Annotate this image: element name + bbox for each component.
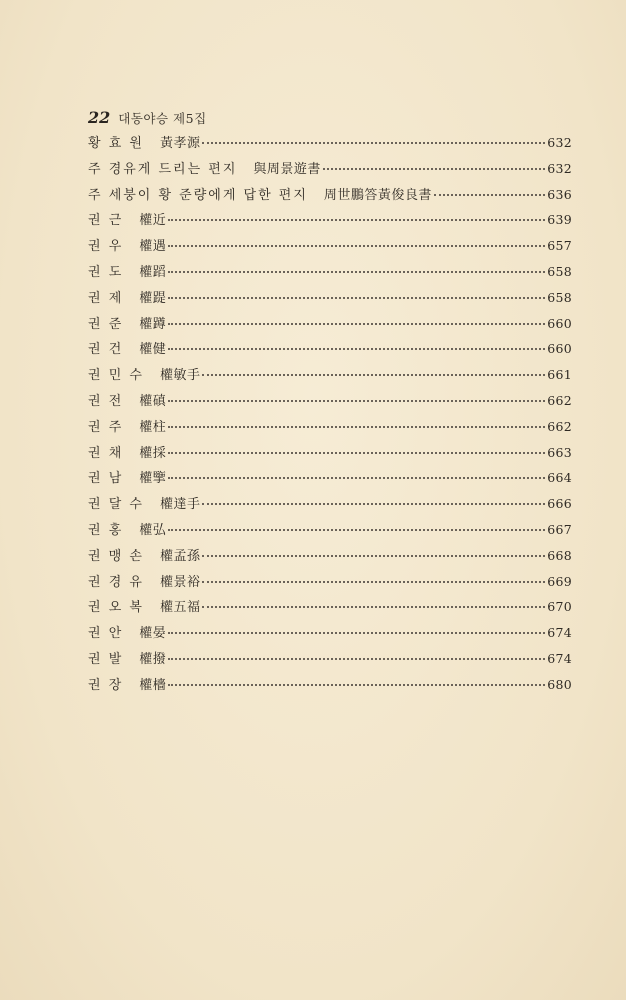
entry-korean-title: 권 안 (88, 626, 124, 642)
dot-leader (168, 338, 545, 350)
toc-entry (88, 571, 572, 597)
entry-korean-title: 주 경유게 드리는 편지 (88, 161, 238, 177)
entry-hanja-title: 權採 (139, 445, 167, 461)
entry-hanja-title: 權擥 (139, 471, 167, 487)
toc-entry (88, 235, 572, 261)
toc-entry (88, 313, 572, 339)
entry-hanja-title: 權景裕 (159, 574, 201, 590)
entry-hanja-title: 權五福 (159, 600, 201, 616)
entry-hanja-title: 權柱 (139, 419, 167, 435)
entry-korean-title: 권 도 (88, 264, 124, 280)
entry-hanja-title: 權弘 (139, 522, 167, 538)
toc-entry (88, 596, 572, 622)
toc-entry (88, 364, 572, 390)
dot-leader (202, 571, 545, 583)
entry-hanja-title: 周世鵬答黃俊良書 (323, 187, 432, 203)
entry-hanja-title: 與周景遊書 (253, 161, 321, 177)
dot-leader (168, 519, 545, 531)
dot-leader (202, 596, 545, 608)
page-header (88, 108, 207, 127)
entry-korean-title: 권 맹 손 (88, 548, 144, 564)
entry-hanja-title: 權蹲 (139, 316, 167, 332)
entry-page-number: 667 (547, 521, 572, 537)
entry-page-number: 662 (547, 392, 572, 408)
entry-korean-title: 권 민 수 (88, 368, 144, 384)
toc-entry (88, 287, 572, 313)
entry-korean-title: 권 준 (88, 316, 124, 332)
entry-page-number: 664 (547, 470, 572, 486)
table-of-contents (88, 132, 572, 700)
dot-leader (168, 209, 545, 221)
toc-entry (88, 158, 572, 184)
entry-hanja-title: 黃孝源 (159, 136, 201, 151)
entry-page-number: 680 (547, 676, 572, 692)
entry-korean-title: 권 오 복 (88, 600, 144, 616)
toc-entry (88, 338, 572, 364)
toc-entry (88, 519, 572, 545)
page-number: 22 (88, 108, 111, 127)
entry-hanja-title: 權達手 (159, 497, 201, 513)
entry-hanja-title: 權敏手 (159, 368, 201, 384)
dot-leader (168, 648, 545, 660)
entry-hanja-title: 權近 (139, 213, 167, 229)
entry-korean-title: 권 우 (88, 239, 124, 255)
entry-korean-title: 권 채 (88, 445, 124, 461)
toc-entry (88, 648, 572, 674)
entry-page-number: 660 (547, 341, 572, 357)
entry-korean-title: 권 주 (88, 419, 124, 435)
entry-hanja-title: 權踶 (139, 290, 167, 306)
entry-korean-title: 주 세붕이 황 준량에게 답한 편지 (88, 187, 308, 203)
dot-leader (168, 674, 545, 686)
entry-page-number: 632 (547, 135, 572, 150)
entry-page-number: 636 (547, 186, 572, 202)
entry-page-number: 661 (547, 367, 572, 383)
dot-leader (202, 493, 545, 505)
entry-korean-title: 권 남 (88, 471, 124, 487)
dot-leader (323, 158, 545, 170)
entry-hanja-title: 權蹈 (139, 264, 167, 280)
entry-page-number: 670 (547, 599, 572, 615)
entry-hanja-title: 權撥 (139, 651, 167, 667)
entry-page-number: 666 (547, 496, 572, 512)
toc-entry (88, 442, 572, 468)
toc-entry (88, 674, 572, 700)
entry-korean-title: 권 경 유 (88, 574, 144, 590)
entry-korean-title: 권 전 (88, 393, 124, 409)
toc-entry (88, 132, 572, 158)
dot-leader (168, 390, 545, 402)
entry-korean-title: 권 홍 (88, 522, 124, 538)
entry-page-number: 658 (547, 289, 572, 305)
dot-leader (168, 622, 545, 634)
entry-page-number: 632 (547, 160, 572, 176)
book-title: 대동야승 제5집 (118, 111, 207, 126)
toc-entry (88, 545, 572, 571)
entry-korean-title: 권 근 (88, 213, 124, 229)
dot-leader (168, 416, 545, 428)
dot-leader (168, 261, 545, 273)
entry-page-number: 674 (547, 650, 572, 666)
dot-leader (202, 364, 545, 376)
dot-leader (434, 184, 545, 196)
dot-leader (168, 442, 545, 454)
entry-hanja-title: 權晏 (139, 626, 167, 642)
entry-page-number: 668 (547, 547, 572, 563)
dot-leader (168, 313, 545, 325)
entry-page-number: 660 (547, 315, 572, 331)
entry-korean-title: 권 달 수 (88, 497, 144, 513)
toc-entry (88, 390, 572, 416)
entry-page-number: 658 (547, 263, 572, 279)
entry-hanja-title: 權遇 (139, 239, 167, 255)
entry-page-number: 669 (547, 573, 572, 589)
toc-entry (88, 416, 572, 442)
entry-korean-title: 권 발 (88, 651, 124, 667)
entry-korean-title: 황 효 원 (88, 136, 144, 151)
entry-page-number: 657 (547, 238, 572, 254)
entry-page-number: 639 (547, 212, 572, 228)
toc-entry (88, 261, 572, 287)
toc-entry (88, 184, 572, 210)
entry-korean-title: 권 제 (88, 290, 124, 306)
dot-leader (202, 132, 545, 144)
dot-leader (168, 235, 545, 247)
entry-hanja-title: 權磌 (139, 393, 167, 409)
dot-leader (168, 467, 545, 479)
entry-hanja-title: 權檣 (139, 677, 167, 693)
toc-entry (88, 467, 572, 493)
entry-page-number: 663 (547, 444, 572, 460)
entry-hanja-title: 權健 (139, 342, 167, 358)
entry-korean-title: 권 건 (88, 342, 124, 358)
toc-entry (88, 622, 572, 648)
toc-entry (88, 493, 572, 519)
entry-page-number: 662 (547, 418, 572, 434)
dot-leader (202, 545, 545, 557)
entry-page-number: 674 (547, 625, 572, 641)
entry-korean-title: 권 장 (88, 677, 124, 693)
toc-entry (88, 209, 572, 235)
dot-leader (168, 287, 545, 299)
entry-hanja-title: 權孟孫 (159, 548, 201, 564)
